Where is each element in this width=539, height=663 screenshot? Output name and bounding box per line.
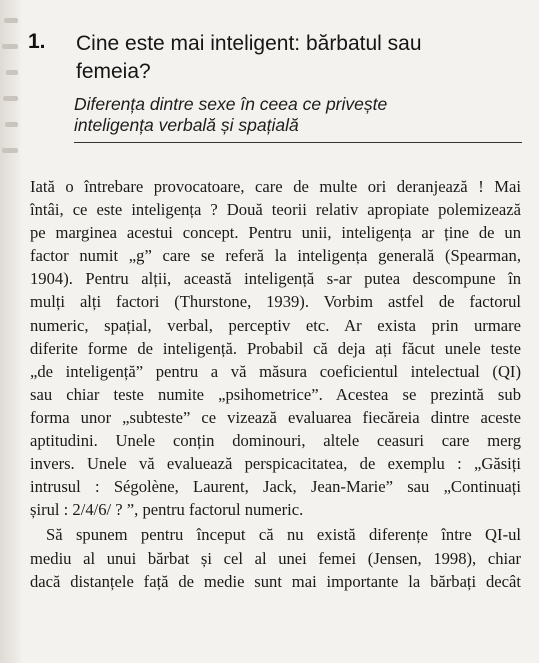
text-line: invers. Unele vă evaluează perspicacitatea, de exemplu : „Găsiți — [30, 454, 521, 474]
bleed-mark — [3, 96, 18, 101]
chapter-subtitle — [74, 94, 514, 136]
subtitle-line: inteligența verbală și spațială — [74, 115, 299, 135]
body-text — [30, 175, 521, 593]
chapter-number: 1. — [28, 30, 46, 53]
text-line: mediu al unui bărbat și cel al unei femei (Jensen, 1998), chiar — [30, 548, 521, 568]
text-line: aptitudini. Unele conțin dominouri, altele ceasuri care merg — [30, 431, 521, 451]
text-line: „de inteligență” pentru a vă măsura coeficientul intelectual (QI) — [30, 361, 521, 381]
text-line: Iată o întrebare provocatoare, care de multe ori deranjează ! Mai — [30, 177, 521, 196]
text-line: pe marginea acestui concept. Pentru unii, inteligența ar ține de un — [30, 223, 521, 243]
text-line: Să spunem pentru început că nu există diferențe între QI-ul — [46, 525, 521, 545]
text-line: mulți alți factori (Thurstone, 1939). Vorbim astfel de factorul — [30, 292, 521, 312]
text-line: forma unor „subteste” ce vizează evaluarea fiecăreia dintre aceste — [30, 407, 521, 427]
paragraph — [30, 523, 521, 592]
text-line: șirul : 2/4/6/ ? ”, pentru factorul numeric. — [30, 500, 304, 520]
bleed-mark — [4, 18, 18, 23]
bleed-mark — [6, 70, 18, 75]
heading-rule — [74, 142, 522, 143]
bleed-mark — [5, 122, 18, 127]
paragraph — [30, 175, 521, 521]
chapter-title — [76, 30, 516, 86]
text-line: dacă distanțele față de medie sunt mai importante la bărbați decât — [30, 571, 521, 591]
text-line: intrusul : Ségolène, Laurent, Jack, Jean-Marie” sau „Continuați — [30, 477, 521, 497]
facing-page-edge — [0, 0, 22, 663]
text-line: sau chiar teste numite „psihometrice”. Acestea se prezintă sub — [30, 384, 521, 404]
text-line: 1904). Pentru alții, această inteligență s-ar putea descompune în — [30, 269, 521, 289]
subtitle-line: Diferența dintre sexe în ceea ce privește — [74, 94, 388, 114]
chapter-title-line: Cine este mai inteligent: bărbatul sau — [76, 32, 422, 55]
bleed-mark — [2, 44, 18, 49]
text-line: factor numit „g” care se referă la inteligența generală (Spearman, — [30, 246, 521, 266]
bleed-mark — [2, 148, 18, 153]
text-line: numeric, spațial, verbal, perceptiv etc. Ar exista prin urmare — [30, 315, 521, 335]
text-line: întâi, ce este inteligența ? Două teorii relativ apropiate polemizează — [30, 200, 521, 220]
text-line: diferite forme de inteligență. Probabil că deja ați făcut unele teste — [30, 338, 521, 358]
chapter-title-line: femeia? — [76, 60, 151, 83]
